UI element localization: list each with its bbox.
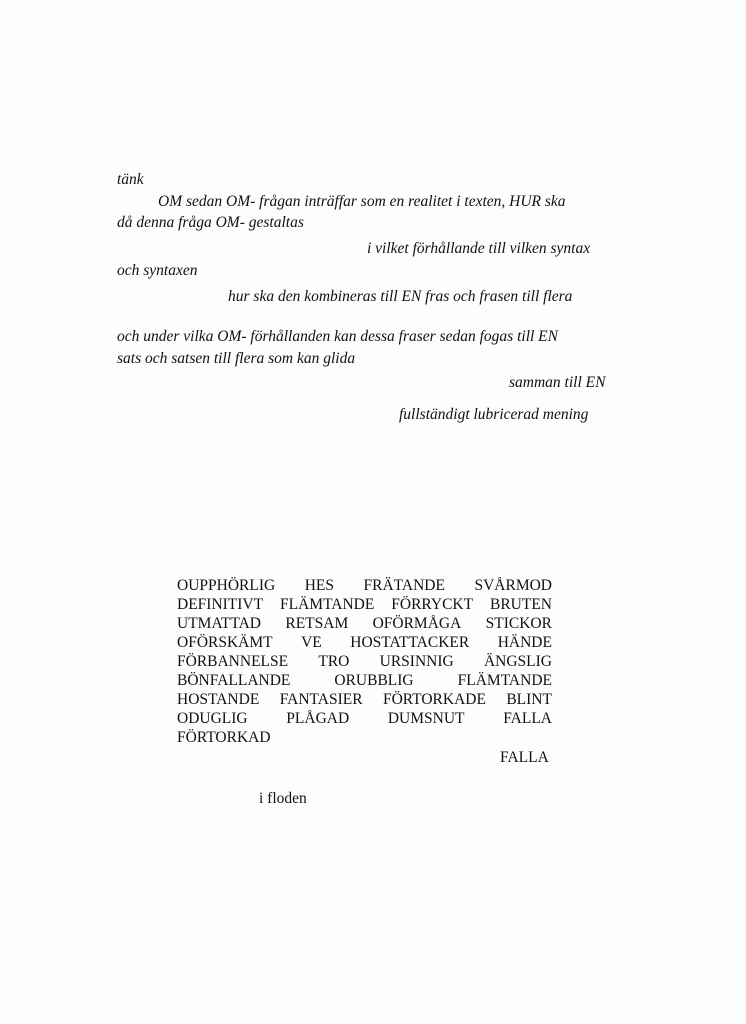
word: FLÄMTANDE <box>457 672 552 689</box>
poem-line-i-vilket: i vilket förhållande till vilken syntax <box>367 240 591 257</box>
word: ODUGLIG <box>177 710 248 727</box>
poem-line-om-sedan: OM sedan OM- frågan inträffar som en realitet i texten, HUR ska <box>158 193 566 210</box>
word: FÖRTORKAD <box>177 729 271 746</box>
word: HES <box>304 577 334 594</box>
capitalized-word-block <box>177 576 552 747</box>
word: FANTASIER <box>279 691 363 708</box>
word: BÖNFALLANDE <box>177 672 291 689</box>
poem-line-sats: sats och satsen till flera som kan glida <box>117 350 356 367</box>
word: FÖRBANNELSE <box>177 653 289 670</box>
word: DUMSNUT <box>387 710 465 727</box>
word-row <box>177 576 552 595</box>
word: ÄNGSLIG <box>483 653 552 670</box>
word: PLÅGAD <box>286 710 350 727</box>
word-row <box>177 709 552 728</box>
i-floden-line: i floden <box>259 790 307 807</box>
poem-line-samman: samman till EN <box>509 374 606 391</box>
word: ORUBBLIG <box>334 672 414 689</box>
word: FALLA <box>503 710 552 727</box>
poem-line-och-under: och under vilka OM- förhållanden kan dessa fraser sedan fogas till EN <box>117 328 558 345</box>
falla-word: FALLA <box>500 749 549 766</box>
word: FRÄTANDE <box>363 577 445 594</box>
word: OFÖRMÅGA <box>372 615 462 632</box>
word: UTMATTAD <box>177 615 262 632</box>
word: BLINT <box>506 691 552 708</box>
word: FLÄMTANDE <box>280 596 375 613</box>
word: FÖRTORKADE <box>382 691 486 708</box>
word: URSINNIG <box>379 653 454 670</box>
word: OUPPHÖRLIG <box>177 577 276 594</box>
word: FÖRRYCKT <box>391 596 474 613</box>
word-row <box>177 671 552 690</box>
word: VE <box>301 634 322 651</box>
word: STICKOR <box>485 615 552 632</box>
word: DEFINITIVT <box>177 596 264 613</box>
poem-line-fullstandigt: fullständigt lubricerad mening <box>399 406 589 423</box>
word: OFÖRSKÄMT <box>177 634 273 651</box>
word-row <box>177 633 552 652</box>
poem-line-och-syntaxen: och syntaxen <box>117 262 198 279</box>
word: HÄNDE <box>497 634 552 651</box>
word: HOSTANDE <box>177 691 260 708</box>
word-row <box>177 595 552 614</box>
poem-line-hur-ska: hur ska den kombineras till EN fras och frasen till flera <box>228 288 573 305</box>
word: TRO <box>318 653 350 670</box>
poem-line-tank: tänk <box>117 171 144 188</box>
word: SVÅRMOD <box>474 577 552 594</box>
word: RETSAM <box>285 615 349 632</box>
poem-line-da-denna: då denna fråga OM- gestaltas <box>117 214 304 231</box>
word: HOSTATTACKER <box>350 634 470 651</box>
word: BRUTEN <box>490 596 552 613</box>
word-row <box>177 614 552 633</box>
word-row <box>177 652 552 671</box>
word-row <box>177 728 552 747</box>
word-row <box>177 690 552 709</box>
